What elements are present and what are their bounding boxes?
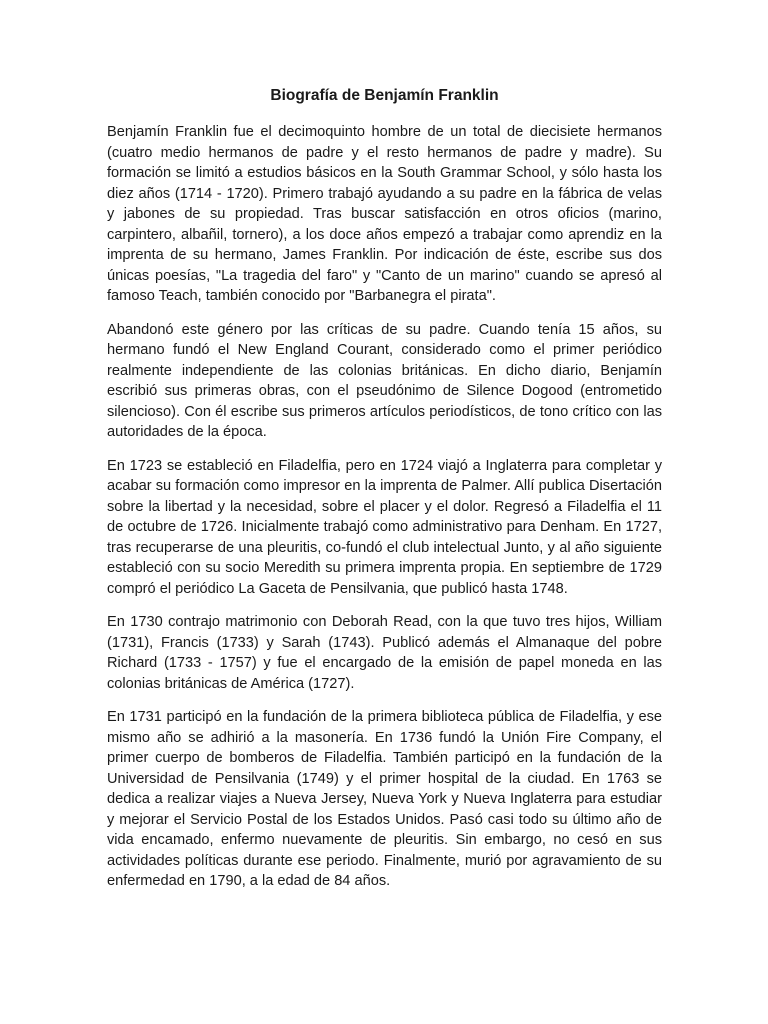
paragraph-2: Abandonó este género por las críticas de su padre. Cuando tenía 15 años, su hermano fundó el New England Courant, considerado como el primer periódico realmente independiente de las colonias británicas. En dicho diario, Benjamín escribió sus primeras obras, con el pseudónimo de Silence Dogood (entrometido silencioso). Con él escribe sus primeros artículos periodísticos, de tono crítico con las autoridades de la época.: [107, 321, 662, 440]
paragraph-5: En 1731 participó en la fundación de la primera biblioteca pública de Filadelfia, y ese mismo año se adhirió a la masonería. En 1736 fundó la Unión Fire Company, el primer cuerpo de bomberos de Filadelfia. También participó en la fundación de la Universidad de Pensilvania (1749) y el primer hospital de la ciudad. En 1763 se dedica a realizar viajes a Nueva Jersey, Nueva York y Nueva Inglaterra para estudiar y mejorar el Servicio Postal de los Estados Unidos. Pasó casi todo su último año de vida encamado, enfermo nuevamente de pleuritis. Sin embargo, no cesó en sus actividades políticas durante ese periodo. Finalmente, murió por agravamiento de su enfermedad en 1790, a la edad de 84 años.: [107, 709, 662, 889]
paragraph-1: Benjamín Franklin fue el decimoquinto hombre de un total de diecisiete hermanos (cuatro medio hermanos de padre y el resto hermanos de padre y madre). Su formación se limitó a estudios básicos en la South Grammar School, y sólo hasta los diez años (1714 - 1720). Primero trabajó ayudando a su padre en la fábrica de velas y jabones de su propiedad. Tras buscar satisfacción en otros oficios (marino, carpintero, albañil, tornero), a los doce años empezó a trabajar como aprendiz en la imprenta de su hermano, James Franklin. Por indicación de éste, escribe sus dos únicas poesías, "La tragedia del faro" y "Canto de un marino" cuando se apresó al famoso Teach, también conocido por "Barbanegra el pirata".: [107, 124, 662, 304]
document-title: Biografía de Benjamín Franklin: [270, 87, 499, 104]
paragraph-4: En 1730 contrajo matrimonio con Deborah Read, con la que tuvo tres hijos, William (1731), Francis (1733) y Sarah (1743). Publicó además el Almanaque del pobre Richard (1733 - 1757) y fue el encargado de la emisión de papel moneda en las colonias británicas de América (1727).: [107, 614, 662, 692]
paragraph-3: En 1723 se estableció en Filadelfia, pero en 1724 viajó a Inglaterra para completar y acabar su formación como impresor en la imprenta de Palmer. Allí publica Disertación sobre la libertad y la necesidad, sobre el placer y el dolor. Regresó a Filadelfia el 11 de octubre de 1726. Inicialmente trabajó como administrativo para Denham. En 1727, tras recuperarse de una pleuritis, co-fundó el club intelectual Junto, y al año siguiente estableció con su socio Meredith su primera imprenta propia. En septiembre de 1729 compró el periódico La Gaceta de Pensilvania, que publicó hasta 1748.: [107, 457, 662, 597]
document-page: [107, 86, 662, 905]
